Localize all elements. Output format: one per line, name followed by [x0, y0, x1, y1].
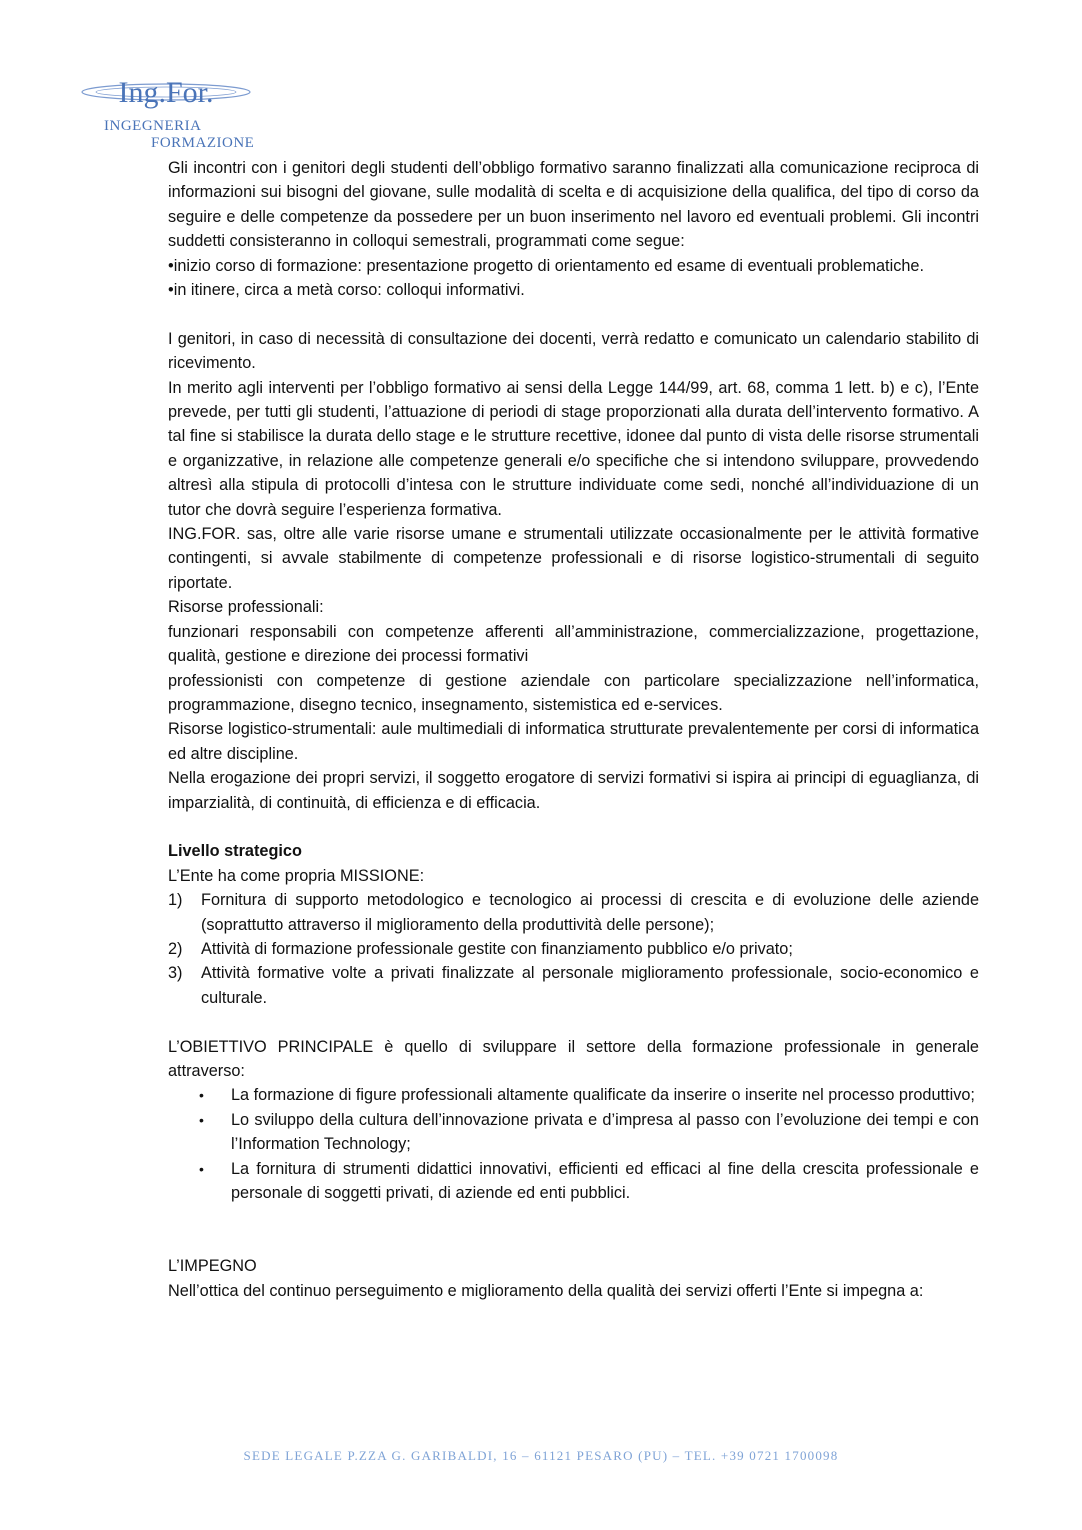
logo-subtitle-formazione: FORMAZIONE [151, 135, 255, 151]
paragraph-principles: Nella erogazione dei propri servizi, il soggetto erogatore di servizi formativi si ispira ai principi di eguaglianza, di imparzialità, di continuità, di efficienza e di efficacia. [168, 769, 979, 812]
objective-item-text: Lo sviluppo della cultura dell’innovazione privata e d’impresa al passo con l’evoluzione dei tempi e con l’Information Technology; [231, 1110, 979, 1154]
objective-item-text: La formazione di figure professionali altamente qualificate da inserire o inserite nel processo produttivo; [231, 1086, 975, 1105]
logo-subtitle-ingegneria: INGEGNERIA [104, 118, 202, 134]
commitment-text: Nell’ottica del continuo perseguimento e miglioramento della qualità dei servizi offerti l’Ente si impegna a: [168, 1281, 924, 1300]
objective-item-text: La fornitura di strumenti didattici innovativi, efficienti ed efficaci al fine della crescita professionale e personale di soggetti privati, di aziende ed enti pubblici. [231, 1159, 979, 1203]
mission-item-text: Fornitura di supporto metodologico e tecnologico ai processi di crescita e di evoluzione delle aziende (soprattutto attraverso il miglioramento della produttività delle persone); [201, 891, 979, 934]
objective-item [168, 1108, 979, 1157]
heading-strategic-level: Livello strategico [168, 842, 302, 861]
bullet-icon: • [199, 1111, 204, 1128]
paragraph-calendar: I genitori, in caso di necessità di consultazione dei docenti, verrà redatto e comunicato un calendario stabilito di ricevimento. [168, 329, 979, 373]
document-body [168, 156, 979, 1303]
objective-item [168, 1157, 979, 1206]
objective-item [168, 1083, 979, 1107]
mission-item-number: 3) [168, 964, 183, 983]
objective-intro: L’OBIETTIVO PRINCIPALE è quello di sviluppare il settore della formazione professionale in generale attraverso: [168, 1037, 979, 1080]
company-logo [78, 66, 298, 156]
paragraph-professionals: professionisti con competenze di gestione aziendale con particolare specializzazione nell’informatica, programmazione, disegno tecnico, insegnamento, sistemistica ed e-services. [168, 671, 979, 714]
paragraph-officers: funzionari responsabili con competenze afferenti all’amministrazione, commercializzazione, progettazione, qualità, gestione e direzione dei processi formativi [168, 622, 979, 666]
mission-item-text: Attività formative volte a privati finalizzate al personale miglioramento professionale, socio-economico e culturale. [201, 964, 979, 1007]
paragraph-parents-meetings: Gli incontri con i genitori degli studenti dell’obbligo formativo saranno finalizzati alla comunicazione reciproca di informazioni sui bisogni del giovane, sulle modalità di scelta e di acquisizione della qualifica, del tipo di corso da seguire e delle competenze da possedere per un buon inserimento nel lavoro ed eventuali problemi. Gli incontri suddetti consisteranno in colloqui semestrali, programmati come segue: [168, 159, 979, 251]
mission-item [168, 888, 979, 937]
paragraph-stage: In merito agli interventi per l’obbligo formativo ai sensi della Legge 144/99, art. 68, comma 1 lett. b) e c), l’Ente prevede, per tutti gli studenti, l’attuazione di periodi di stage proporzionati alla durata dell’intervento formativo. A tal fine si stabilisce la durata dello stage e le strutture recettive, idonee dal punto di vista delle risorse strumentali e organizzative, in relazione alle competenze generali e/o specifiche che si intendono sviluppare, provvedendo altresì alla stipula di protocolli d’intesa con le strutture individuate come sedi, nonché all’individuazione di un tutor che dovrà seguire l’esperienza formativa. [168, 378, 979, 519]
mission-item [168, 937, 979, 961]
heading-commitment: L’IMPEGNO [168, 1257, 257, 1276]
paragraph-bullet-midway: •in itinere, circa a metà corso: colloqui informativi. [168, 281, 525, 300]
paragraph-resources: ING.FOR. sas, oltre alle varie risorse umane e strumentali utilizzate occasionalmente per le attività formative contingenti, si avvale stabilmente di competenze professionali e di risorse logistico-strumentali di seguito riportate. [168, 525, 979, 592]
mission-item-text: Attività di formazione professionale gestite con finanziamento pubblico e/o privato; [201, 939, 793, 958]
bullet-icon: • [199, 1160, 204, 1177]
mission-item [168, 961, 979, 1010]
bullet-icon: • [199, 1087, 204, 1104]
paragraph-bullet-start: •inizio corso di formazione: presentazione progetto di orientamento ed esame di eventuali problematiche. [168, 256, 924, 275]
mission-item-number: 1) [168, 891, 183, 910]
mission-item-number: 2) [168, 939, 183, 958]
mission-intro: L’Ente ha come propria MISSIONE: [168, 866, 425, 885]
logo-wordmark: Ing.For. [118, 76, 214, 109]
page-footer-address: SEDE LEGALE P.ZZA G. GARIBALDI, 16 – 61121 PESARO (PU) – TEL. +39 0721 1700098 [243, 1448, 839, 1463]
logo-wordmark-graphic [78, 66, 258, 118]
paragraph-professional-resources-label: Risorse professionali: [168, 598, 324, 617]
paragraph-logistic-resources: Risorse logistico-strumentali: aule multimediali di informatica strutturate prevalentemente per corsi di informatica ed altre discipline. [168, 720, 979, 763]
